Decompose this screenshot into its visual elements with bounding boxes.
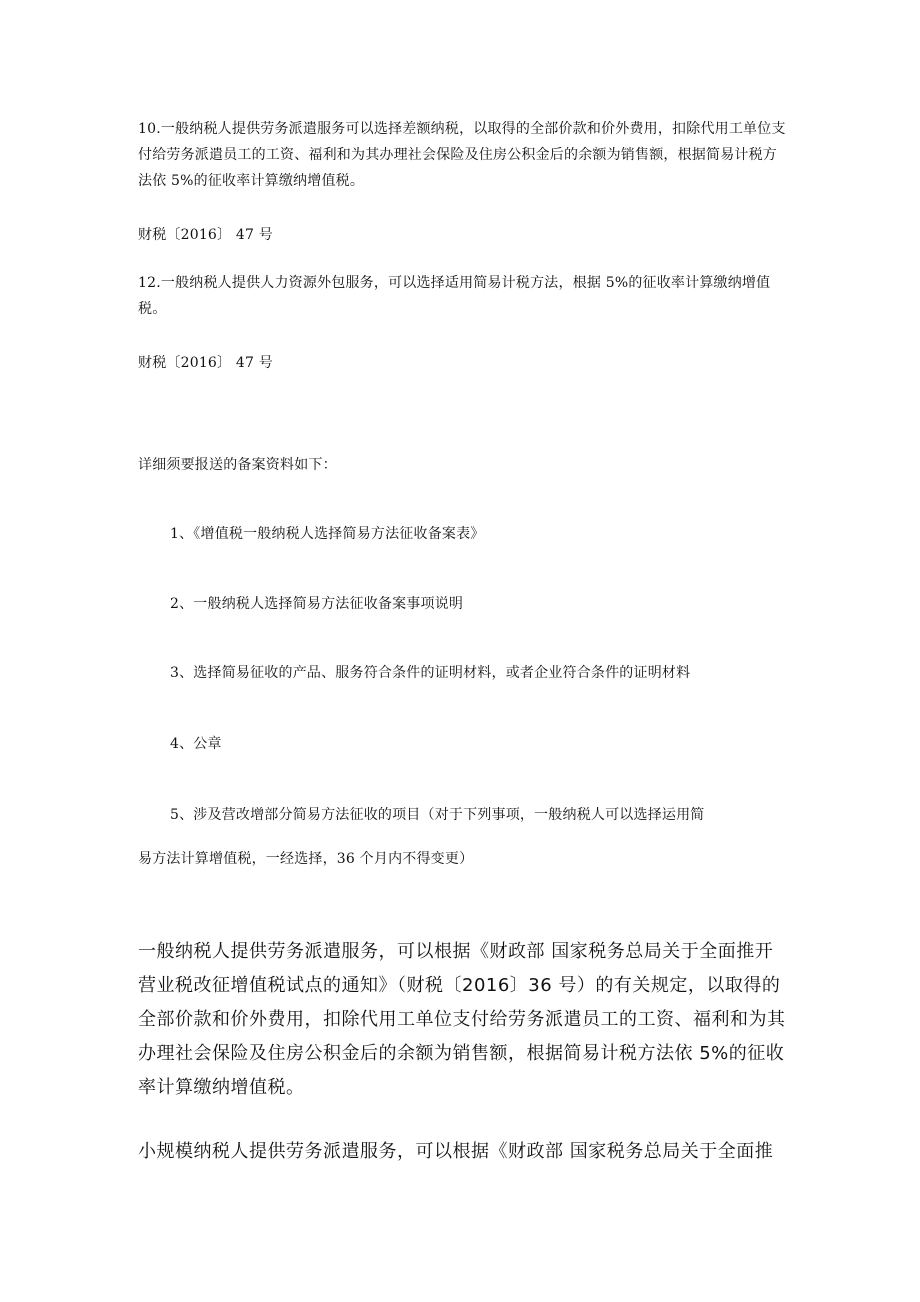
general-taxpayer-paragraph: 一般纳税人提供劳务派遣服务，可以根据《财政部 国家税务总局关于全面推开营业税改征增值税试点的通知》（财税〔2016〕36 号）的有关规定，以取得的全部价款和价外费用，扣除代用工单位支付给劳务派遣员工的工资、福利和为其办理社会保险及住房公积金后的余额为销售额，根据简易计税方法依 5%的征收率计算缴纳增值税。 <box>138 941 786 1098</box>
policy-10-source: 财税〔2016〕 47 号 <box>138 227 273 243</box>
filing-item-5-line-1: 5、涉及营改增部分简易方法征收的项目（对于下列事项，一般纳税人可以选择运用简 <box>170 807 705 823</box>
policy-12-source: 财税〔2016〕 47 号 <box>138 355 273 371</box>
filing-item-4: 4、公章 <box>170 736 222 752</box>
policy-12-text: 12.一般纳税人提供人力资源外包服务，可以选择适用简易计税方法，根据 5%的征收率计算缴纳增值税。 <box>138 275 771 317</box>
filing-intro: 详细须要报送的备案资料如下： <box>138 457 337 473</box>
policy-10-text: 10.一般纳税人提供劳务派遣服务可以选择差额纳税，以取得的全部价款和价外费用，扣除代用工单位支付给劳务派遣员工的工资、福利和为其办理社会保险及住房公积金后的余额为销售额，根据简易计税方法依 5%的征收率计算缴纳增值税。 <box>138 121 786 189</box>
filing-item-3: 3、选择简易征收的产品、服务符合条件的证明材料，或者企业符合条件的证明材料 <box>170 665 691 681</box>
filing-item-5-line-2: 易方法计算增值税，一经选择，36 个月内不得变更） <box>138 851 474 867</box>
filing-item-5 <box>138 802 788 872</box>
small-taxpayer-paragraph: 小规模纳税人提供劳务派遣服务，可以根据《财政部 国家税务总局关于全面推 <box>138 1141 774 1162</box>
filing-item-2: 2、一般纳税人选择简易方法征收备案事项说明 <box>170 596 464 612</box>
filing-item-1: 1、《增值税一般纳税人选择简易方法征收备案表》 <box>170 526 485 542</box>
